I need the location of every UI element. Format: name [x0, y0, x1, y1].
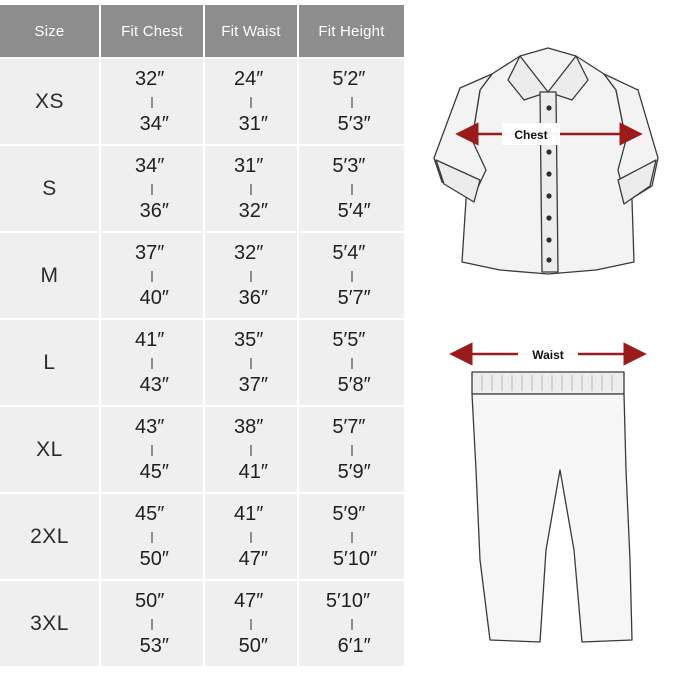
range-max: 36″: [139, 200, 170, 222]
size-label: L: [43, 350, 56, 374]
cell-height: [298, 145, 404, 232]
range-chest: [101, 494, 203, 579]
size-label: 2XL: [30, 524, 69, 548]
range-max: 5′8″: [337, 374, 371, 396]
range-max: 41″: [238, 461, 269, 483]
cell-waist: [204, 58, 298, 145]
range-tick: [351, 445, 352, 456]
cell-waist: [204, 493, 298, 580]
range-max: 34″: [139, 113, 170, 135]
range-tick: [251, 271, 252, 282]
cell-size: [0, 406, 100, 493]
range-min: 5′9″: [332, 503, 366, 525]
range-max: 45″: [139, 461, 170, 483]
range-min: 24″: [233, 68, 264, 90]
range-min: 5′3″: [332, 155, 366, 177]
column-header-size: Size: [0, 5, 100, 58]
size-label: M: [40, 263, 59, 287]
range-max: 53″: [139, 635, 170, 657]
range-height: [299, 233, 404, 318]
range-min: 5′2″: [332, 68, 366, 90]
range-waist: [205, 233, 297, 318]
range-max: 36″: [238, 287, 269, 309]
range-min: 5′10″: [325, 590, 371, 612]
range-tick: [152, 445, 153, 456]
range-min: 41″: [233, 503, 264, 525]
cell-size: [0, 58, 100, 145]
range-min: 31″: [233, 155, 264, 177]
range-tick: [251, 532, 252, 543]
range-min: 50″: [134, 590, 165, 612]
cell-size: [0, 493, 100, 580]
range-max: 50″: [139, 548, 170, 570]
cell-chest: [100, 493, 204, 580]
range-tick: [152, 532, 153, 543]
range-min: 43″: [134, 416, 165, 438]
pants-svg: [430, 320, 670, 670]
size-label: XS: [34, 89, 64, 113]
chest-measure-label: Chest: [514, 128, 548, 142]
range-max: 5′4″: [337, 200, 371, 222]
cell-chest: [100, 406, 204, 493]
range-tick: [351, 619, 352, 630]
range-min: 38″: [233, 416, 264, 438]
range-waist: [205, 59, 297, 144]
range-min: 35″: [233, 329, 264, 351]
table-header-row: [0, 5, 404, 58]
range-min: 5′4″: [332, 242, 366, 264]
range-max: 37″: [238, 374, 269, 396]
range-max: 43″: [139, 374, 170, 396]
range-chest: [101, 320, 203, 405]
range-waist: [205, 581, 297, 666]
range-max: 32″: [238, 200, 269, 222]
range-height: [299, 146, 404, 231]
range-tick: [152, 358, 153, 369]
range-tick: [251, 619, 252, 630]
cell-waist: [204, 232, 298, 319]
cell-height: [298, 406, 404, 493]
table-row: [0, 145, 404, 232]
range-tick: [152, 184, 153, 195]
range-chest: [101, 581, 203, 666]
range-tick: [152, 271, 153, 282]
column-header-waist: Fit Waist: [204, 5, 298, 58]
range-tick: [152, 97, 153, 108]
cell-height: [298, 580, 404, 666]
range-tick: [351, 271, 352, 282]
size-label: 3XL: [30, 611, 69, 635]
cell-height: [298, 232, 404, 319]
range-waist: [205, 320, 297, 405]
cell-height: [298, 493, 404, 580]
range-max: 5′10″: [332, 548, 378, 570]
table-row: [0, 406, 404, 493]
table-row: [0, 319, 404, 406]
shirt-illustration: [420, 30, 675, 300]
range-tick: [351, 358, 352, 369]
range-tick: [251, 358, 252, 369]
size-label: S: [42, 176, 57, 200]
range-max: 5′3″: [337, 113, 371, 135]
range-waist: [205, 407, 297, 492]
cell-chest: [100, 58, 204, 145]
range-tick: [351, 97, 352, 108]
size-label: XL: [36, 437, 63, 461]
range-tick: [351, 532, 352, 543]
range-min: 5′5″: [332, 329, 366, 351]
range-max: 5′7″: [337, 287, 371, 309]
range-chest: [101, 233, 203, 318]
range-min: 32″: [233, 242, 264, 264]
range-max: 40″: [139, 287, 170, 309]
range-tick: [251, 184, 252, 195]
cell-chest: [100, 580, 204, 666]
range-min: 5′7″: [332, 416, 366, 438]
cell-chest: [100, 319, 204, 406]
table-row: [0, 232, 404, 319]
range-min: 47″: [233, 590, 264, 612]
shirt-svg: [420, 30, 675, 300]
measurement-illustrations: [410, 0, 679, 682]
cell-waist: [204, 145, 298, 232]
cell-size: [0, 232, 100, 319]
cell-waist: [204, 319, 298, 406]
cell-waist: [204, 406, 298, 493]
range-min: 32″: [134, 68, 165, 90]
table-row: [0, 58, 404, 145]
cell-height: [298, 58, 404, 145]
range-max: 5′9″: [337, 461, 371, 483]
waist-measure-label: Waist: [532, 348, 564, 362]
cell-chest: [100, 232, 204, 319]
range-chest: [101, 407, 203, 492]
range-min: 41″: [134, 329, 165, 351]
table-row: [0, 493, 404, 580]
column-header-height: Fit Height: [298, 5, 404, 58]
cell-chest: [100, 145, 204, 232]
range-waist: [205, 146, 297, 231]
cell-height: [298, 319, 404, 406]
cell-waist: [204, 580, 298, 666]
range-height: [299, 407, 404, 492]
range-max: 6′1″: [337, 635, 371, 657]
range-chest: [101, 59, 203, 144]
range-min: 37″: [134, 242, 165, 264]
range-chest: [101, 146, 203, 231]
range-tick: [251, 97, 252, 108]
range-height: [299, 320, 404, 405]
range-tick: [351, 184, 352, 195]
range-min: 34″: [134, 155, 165, 177]
cell-size: [0, 145, 100, 232]
column-header-chest: Fit Chest: [100, 5, 204, 58]
cell-size: [0, 319, 100, 406]
range-tick: [152, 619, 153, 630]
pants-illustration: [430, 320, 670, 670]
range-max: 50″: [238, 635, 269, 657]
range-height: [299, 59, 404, 144]
range-max: 47″: [238, 548, 269, 570]
range-height: [299, 581, 404, 666]
table-row: [0, 580, 404, 666]
range-height: [299, 494, 404, 579]
range-max: 31″: [238, 113, 269, 135]
range-waist: [205, 494, 297, 579]
range-tick: [251, 445, 252, 456]
cell-size: [0, 580, 100, 666]
range-min: 45″: [134, 503, 165, 525]
size-chart-table: [0, 5, 404, 666]
